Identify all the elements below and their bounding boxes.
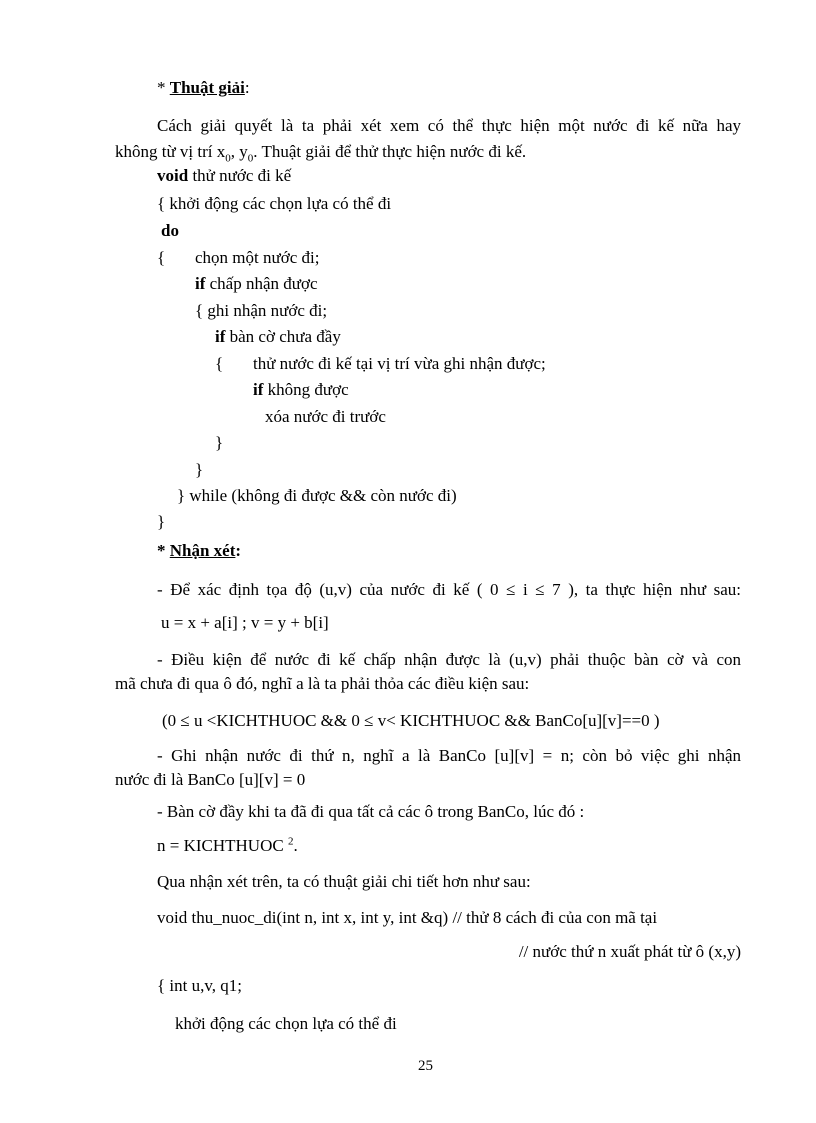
heading-title: Nhận xét [169,541,236,560]
keyword-if: if [215,327,226,346]
note-coord-line: - Để xác định tọa độ (u,v) của nước đi kế ( 0 ≤ i ≤ 7 ), ta thực hiện như sau: [157,580,741,599]
code-void-line [157,166,291,186]
code-if-not-ok [253,380,349,400]
note-formula: u = x + a[i] ; v = y + b[i] [161,613,329,632]
heading-remarks [157,541,241,561]
note-n-equation [157,836,298,856]
heading-star: * [157,541,170,560]
note-full-line: - Bàn cờ đầy khi ta đã đi qua tất cả các ô trong BanCo, lúc đó : [157,802,585,821]
code-choose-move: chọn một nước đi; [195,248,320,267]
keyword-if: if [253,380,264,399]
code-close-inner: } [215,433,224,452]
intro-text-b: , y [230,142,248,161]
subscript-0b: 0 [247,152,254,165]
heading-title: Thuật giải [169,78,245,97]
code-close-mid: } [195,460,204,479]
code-try-next: thử nước đi kế tại vị trí vừa ghi nhận được; [253,354,546,373]
keyword-if: if [195,274,206,293]
superscript-2: 2 [287,835,294,848]
code2-signature: void thu_nuoc_di(int n, int x, int y, int &q) // thử 8 cách đi của con mã tại [157,908,658,927]
code-brace-open: { [157,248,166,267]
code-inner-brace: { [215,354,224,373]
note-cond-line-2: mã chưa đi qua ô đó, nghĩ a là ta phải thỏa các điều kiện sau: [115,674,530,693]
note-cond-line-1: - Điều kiện để nước đi kế chấp nhận được là (u,v) phải thuộc bàn cờ và con [157,650,741,669]
equation-text: n = KICHTHUOC [157,836,288,855]
code2-comment: // nước thứ n xuất phát từ ô (x,y) [518,942,741,961]
intro-text-c: . Thuật giải để thử thực hiện nước đi kế. [253,142,527,161]
page-number: 25 [418,1058,433,1074]
code-close-final: } [157,512,166,531]
keyword-void: void [157,166,189,185]
condition-board: bàn cờ chưa đầy [225,327,341,346]
note-record-line-1: - Ghi nhận nước đi thứ n, nghĩ a là BanCo [u][v] = n; còn bỏ việc ghi nhận [157,746,741,765]
subscript-0: 0 [225,152,231,165]
intro-line-1: Cách giải quyết là ta phải xét xem có thể thực hiện một nước đi kế nữa hay [157,116,741,135]
note-summary: Qua nhận xét trên, ta có thuật giải chi tiết hơn như sau: [157,872,531,891]
code2-decl: { int u,v, q1; [157,976,242,995]
code-record-move: { ghi nhận nước đi; [195,301,328,320]
equation-period: . [293,836,298,855]
code-if-accepted [195,274,318,294]
intro-line-2 [115,142,527,165]
code-while-line: } while (không đi được && còn nước đi) [177,486,457,505]
note-cond-expr: (0 ≤ u <KICHTHUOC && 0 ≤ v< KICHTHUOC && BanCo[u][v]==0 ) [162,711,660,730]
condition-not-ok: không được [263,380,349,399]
keyword-do: do [161,221,179,240]
note-record-line-2: nước đi là BanCo [u][v] = 0 [115,770,306,789]
code-erase-prev: xóa nước đi trước [265,407,386,426]
function-name: thử nước đi kế [188,166,292,185]
condition-accepted: chấp nhận được [205,274,318,293]
heading-colon: : [235,541,242,560]
code2-init: khởi động các chọn lựa có thể đi [175,1014,397,1033]
heading-star: * [157,78,170,97]
code-if-board [215,327,341,347]
code-open-init: { khởi động các chọn lựa có thể đi [157,194,392,213]
heading-colon: : [244,78,250,97]
heading-algorithm [157,78,250,98]
intro-text-a: không từ vị trí x [115,142,226,161]
